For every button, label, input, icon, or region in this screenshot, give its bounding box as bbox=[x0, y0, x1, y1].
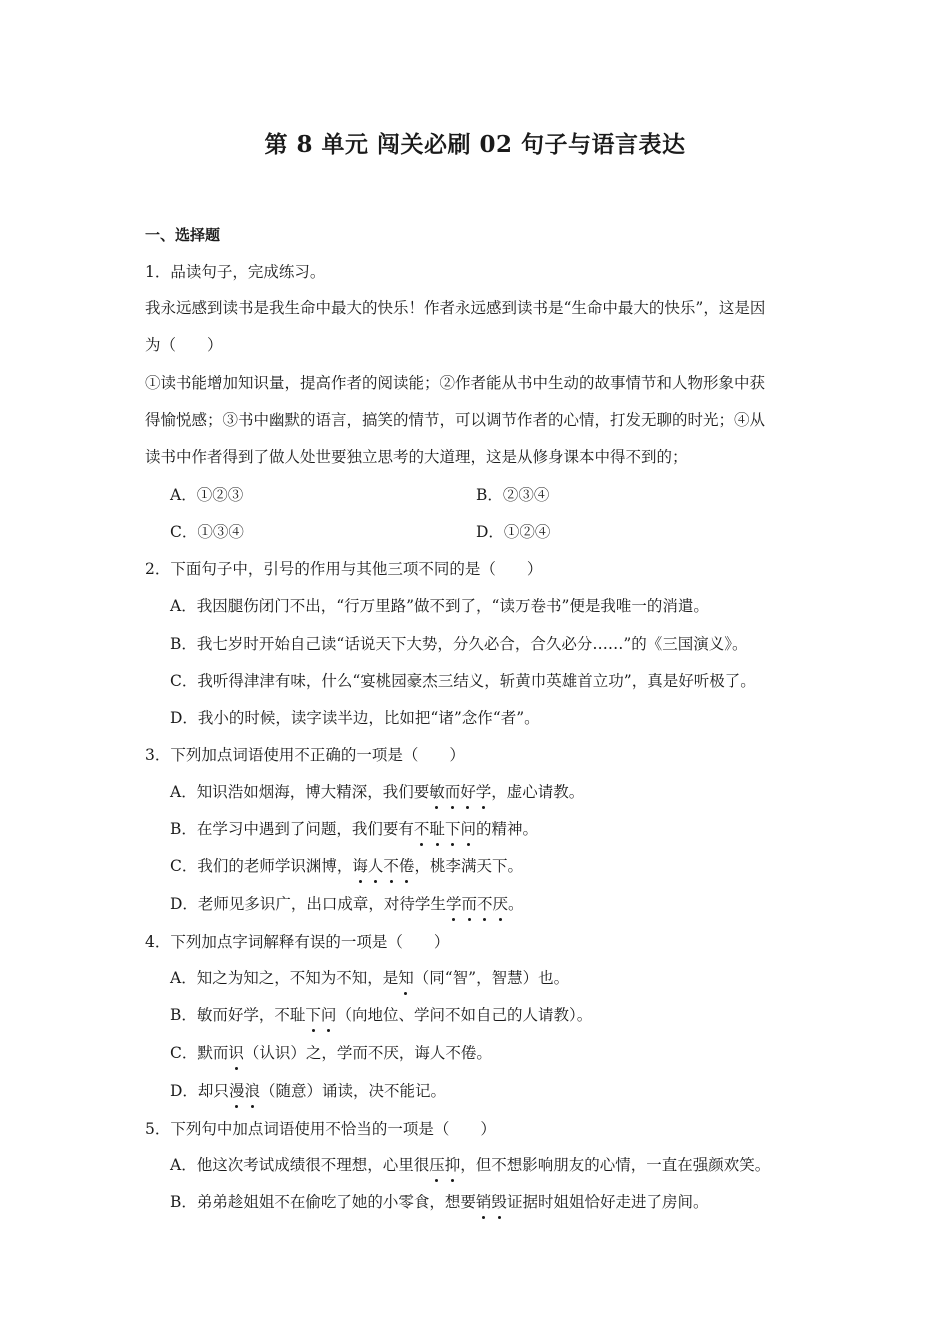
question-4-option-c[interactable]: C．默而识（认识）之，学而不厌，诲人不倦。 bbox=[170, 1044, 492, 1062]
question-5-stem: 5．下列句中加点词语使用不恰当的一项是（ ） bbox=[145, 1120, 496, 1138]
emphasis-char: 不 bbox=[476, 895, 493, 913]
question-5-option-a[interactable]: A．他这次考试成绩很不理想，心里很压抑，但不想影响朋友的心情，一直在强颜欢笑。 bbox=[170, 1156, 771, 1174]
question-4-stem: 4．下列加点字词解释有误的一项是（ ） bbox=[145, 933, 450, 951]
emphasis-char: 浪 bbox=[244, 1082, 260, 1100]
emphasis-char: 抑 bbox=[444, 1156, 461, 1174]
emphasis-char: 毁 bbox=[491, 1193, 507, 1211]
question-2-option-d[interactable]: D．我小的时候，读字读半边，比如把“诸”念作“者”。 bbox=[170, 709, 540, 727]
emphasis-char: 漫 bbox=[228, 1082, 245, 1100]
section-heading: 一、选择题 bbox=[145, 226, 221, 244]
emphasis-char: 知 bbox=[398, 969, 414, 987]
question-5-option-b[interactable]: B．弟弟趁姐姐不在偷吃了她的小零食，想要销毁证据时姐姐恰好走进了房间。 bbox=[170, 1193, 709, 1211]
emphasis-char: 下 bbox=[305, 1006, 321, 1024]
question-4-option-d[interactable]: D．却只漫浪（随意）诵读，决不能记。 bbox=[170, 1082, 446, 1100]
question-1-text: 得愉悦感；③书中幽默的语言，搞笑的情节，可以调节作者的心情，打发无聊的时光；④从 bbox=[145, 411, 766, 429]
emphasis-char: 问 bbox=[320, 1006, 337, 1024]
question-3-stem: 3．下列加点词语使用不正确的一项是（ ） bbox=[145, 746, 465, 764]
emphasis-char: 人 bbox=[367, 857, 384, 875]
emphasis-char: 诲 bbox=[352, 857, 368, 875]
emphasis-char: 销 bbox=[475, 1193, 492, 1211]
emphasis-char: 学 bbox=[445, 895, 462, 913]
question-4-option-b[interactable]: B．敏而好学，不耻下问（向地位、学问不如自己的人请教）。 bbox=[170, 1006, 593, 1024]
emphasis-char: 耻 bbox=[429, 820, 445, 838]
emphasis-char: 不 bbox=[383, 857, 399, 875]
question-2-option-b[interactable]: B．我七岁时开始自己读“话说天下大势，分久必合，合久必分……”的《三国演义》。 bbox=[170, 635, 748, 653]
page-title: 第 8 单元 闯关必刷 02 句子与语言表达 bbox=[264, 131, 686, 158]
question-1-text: 我永远感到读书是我生命中最大的快乐！作者永远感到读书是“生命中最大的快乐”，这是因 bbox=[145, 299, 766, 317]
emphasis-char: 学 bbox=[475, 783, 492, 801]
question-3-option-d[interactable]: D．老师见多识广，出口成章，对待学生学而不厌。 bbox=[170, 895, 524, 913]
emphasis-char: 下 bbox=[444, 820, 461, 838]
question-3-option-c[interactable]: C．我们的老师学识渊博，诲人不倦，桃李满天下。 bbox=[170, 857, 523, 875]
emphasis-char: 好 bbox=[460, 783, 476, 801]
question-1-text: ①读书能增加知识量，提高作者的阅读能；②作者能从书中生动的故事情节和人物形象中获 bbox=[145, 374, 766, 392]
emphasis-char: 而 bbox=[444, 783, 461, 801]
emphasis-char: 识 bbox=[228, 1044, 244, 1062]
emphasis-char: 倦 bbox=[398, 857, 415, 875]
question-1-option-c[interactable]: C．①③④ bbox=[170, 523, 244, 541]
question-2-stem: 2．下面句子中，引号的作用与其他三项不同的是（ ） bbox=[145, 560, 543, 578]
emphasis-char: 厌 bbox=[492, 895, 508, 913]
question-1-option-d[interactable]: D．①②④ bbox=[476, 523, 551, 541]
emphasis-char: 敏 bbox=[429, 783, 445, 801]
question-2-option-c[interactable]: C．我听得津津有味，什么“宴桃园豪杰三结义，斩黄巾英雄首立功”，真是好听极了。 bbox=[170, 672, 756, 690]
question-3-option-b[interactable]: B．在学习中遇到了问题，我们要有不耻下问的精神。 bbox=[170, 820, 538, 838]
emphasis-char: 压 bbox=[429, 1156, 445, 1174]
question-3-option-a[interactable]: A．知识浩如烟海，博大精深，我们要敏而好学，虚心请教。 bbox=[170, 783, 585, 801]
question-4-option-a[interactable]: A．知之为知之，不知为不知，是知（同“智”，智慧）也。 bbox=[170, 969, 570, 987]
question-2-option-a[interactable]: A．我因腿伤闭门不出，“行万里路”做不到了，“读万卷书”便是我唯一的消遣。 bbox=[170, 597, 709, 615]
question-1-option-a[interactable]: A．①②③ bbox=[170, 486, 244, 504]
question-1-stem: 1．品读句子，完成练习。 bbox=[145, 263, 326, 281]
question-1-option-b[interactable]: B．②③④ bbox=[476, 486, 550, 504]
emphasis-char: 不 bbox=[413, 820, 430, 838]
question-1-text: 为（ ） bbox=[145, 336, 223, 354]
emphasis-char: 而 bbox=[461, 895, 477, 913]
question-1-text: 读书中作者得到了做人处世要独立思考的大道理，这是从修身课本中得不到的； bbox=[145, 448, 688, 466]
emphasis-char: 问 bbox=[460, 820, 476, 838]
